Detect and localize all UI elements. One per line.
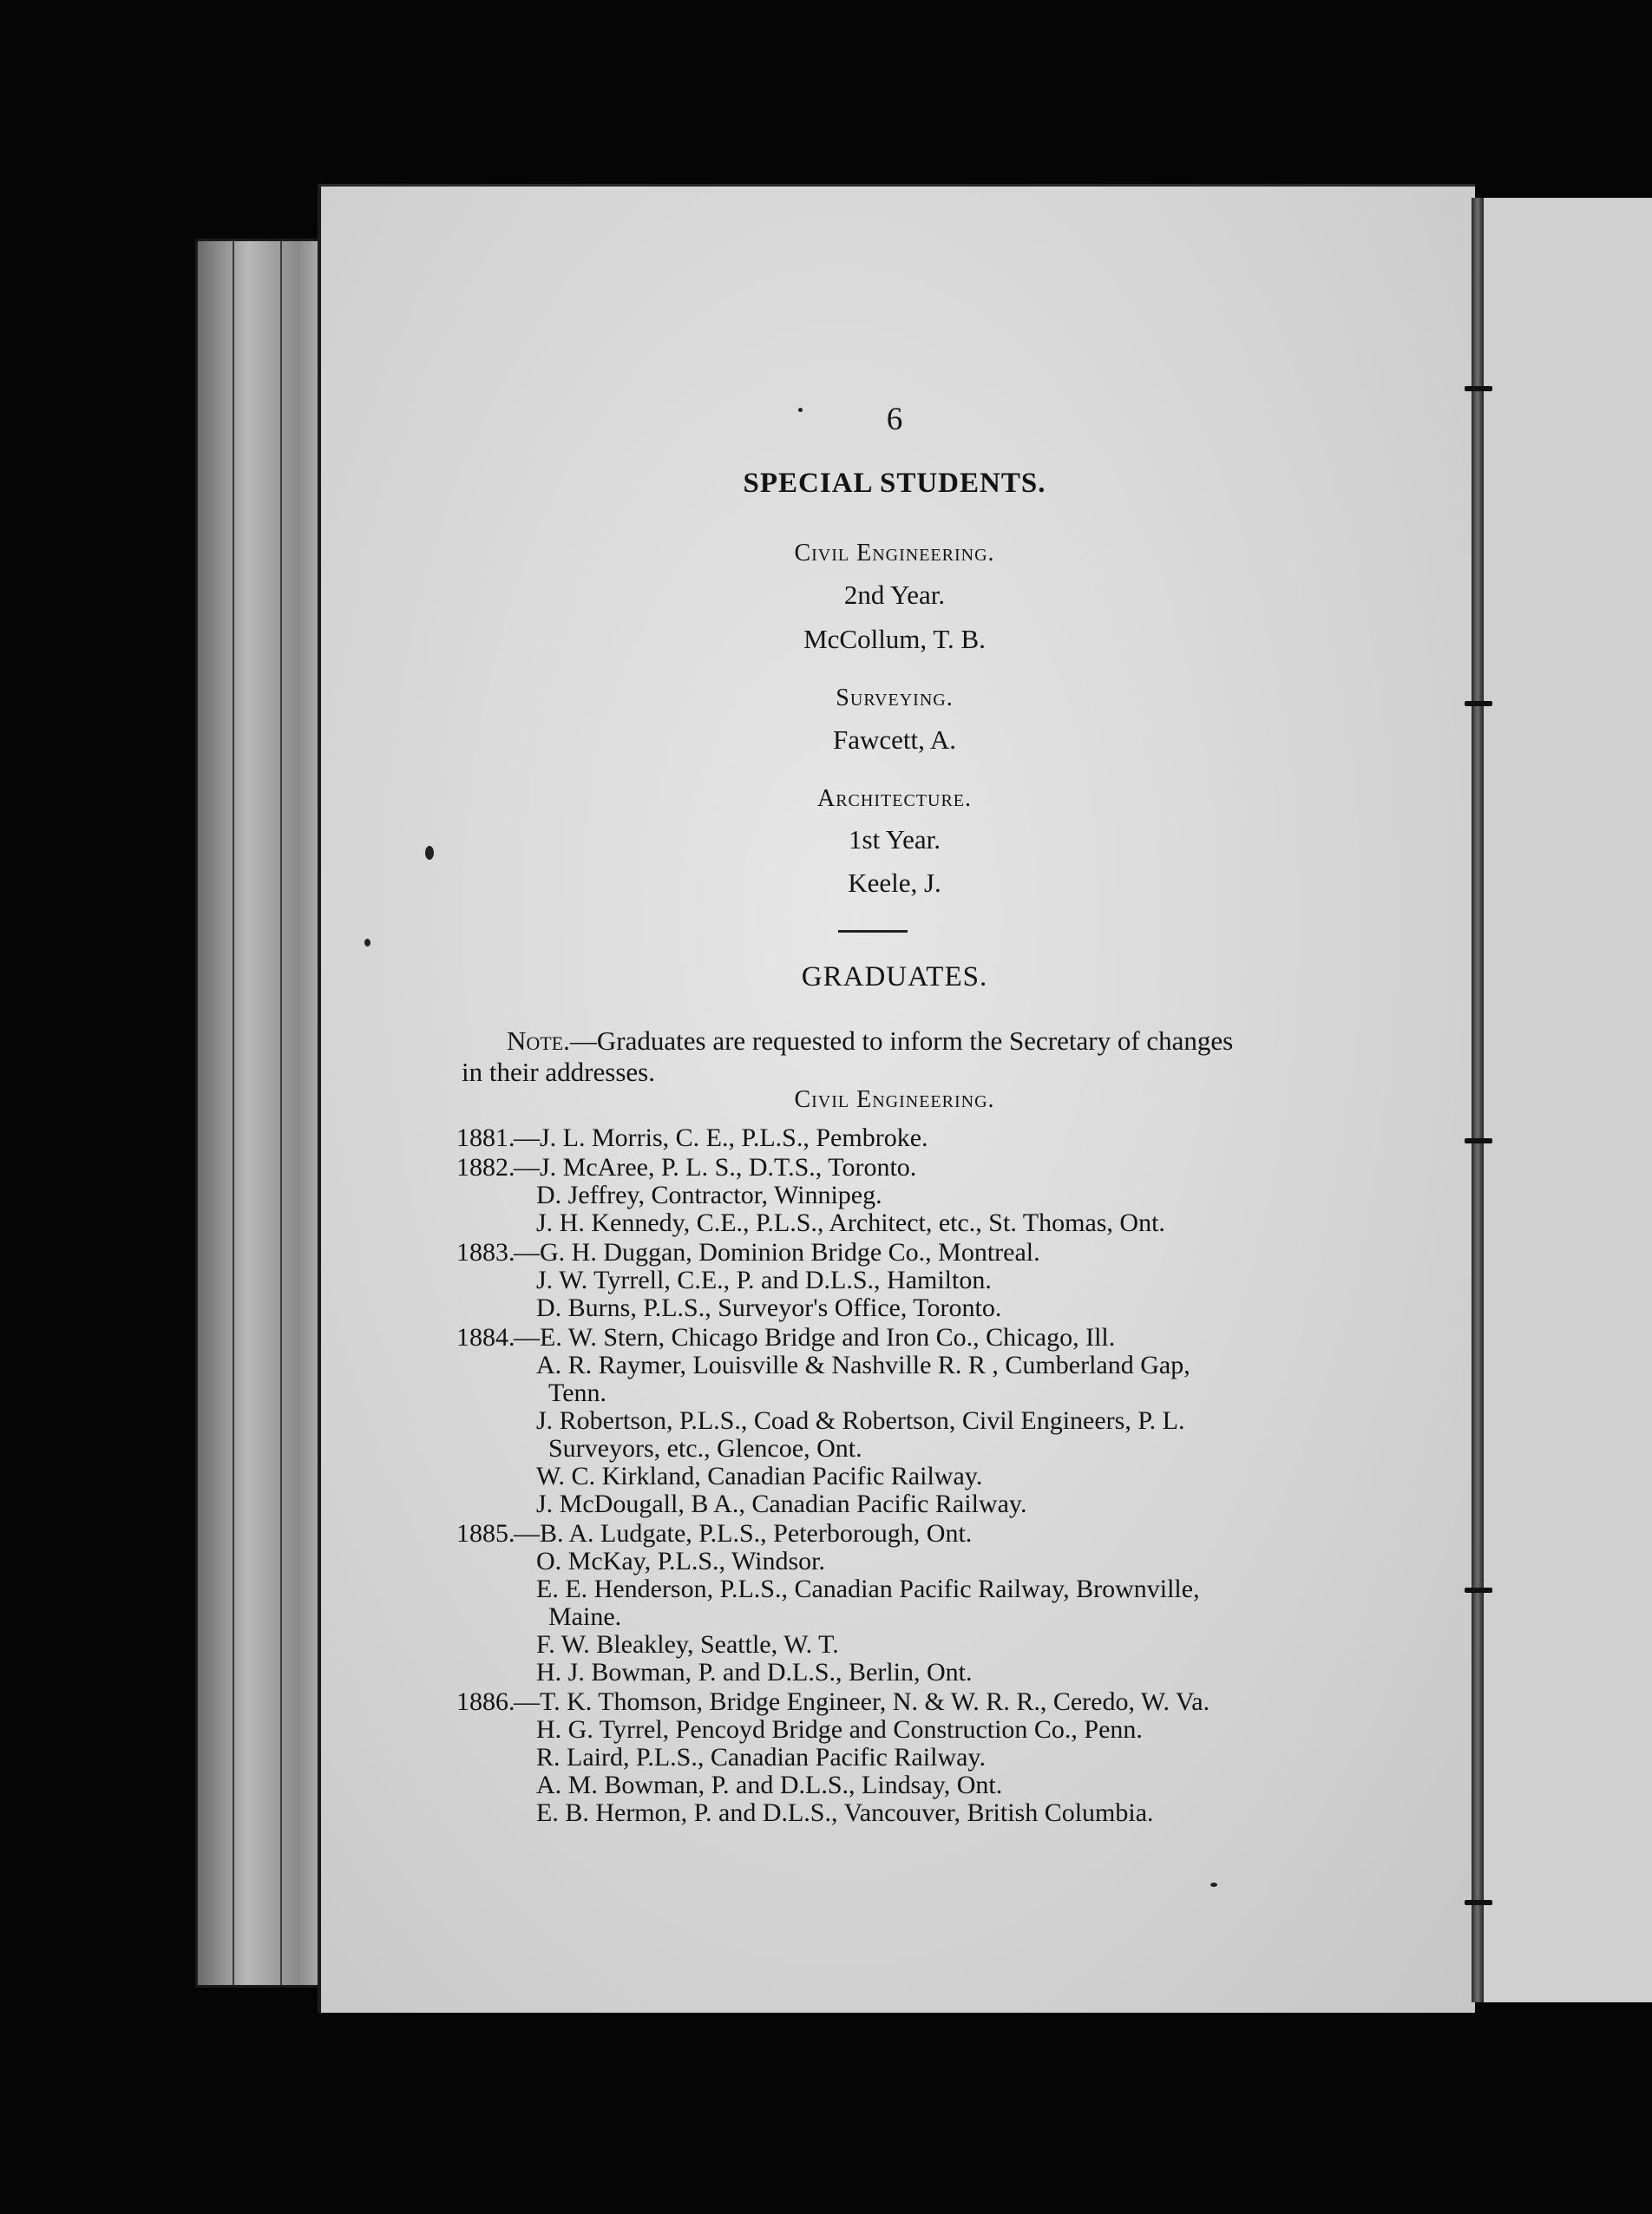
graduate-name: G. H. Duggan, Dominion Bridge Co., Montreal. — [540, 1238, 1040, 1267]
graduate-name: T. K. Thomson, Bridge Engineer, N. & W. R. R., Ceredo, W. Va. — [540, 1687, 1210, 1716]
graduation-year: 1884. — [456, 1323, 515, 1352]
graduate-name: J. W. Tyrrell, C.E., P. and D.L.S., Hamilton. — [536, 1266, 992, 1294]
graduate-entry-line — [456, 1407, 1324, 1435]
graduate-name: W. C. Kirkland, Canadian Pacific Railway. — [536, 1462, 983, 1490]
graduate-name: J. McAree, P. L. S., D.T.S., Toronto. — [540, 1153, 917, 1182]
year-dash: — — [514, 1153, 540, 1182]
binding-stitch — [1465, 386, 1492, 391]
student-name: Fawcett, A. — [832, 724, 957, 755]
binding-stitch — [1465, 1138, 1492, 1143]
graduate-name: J. L. Morris, C. E., P.L.S., Pembroke. — [540, 1123, 928, 1152]
ink-speck — [364, 939, 370, 947]
graduate-name: J. McDougall, B A., Canadian Pacific Railway. — [536, 1490, 1027, 1518]
section-divider — [838, 930, 908, 933]
graduation-year: 1881. — [456, 1123, 515, 1152]
graduate-name: O. McKay, P.L.S., Windsor. — [536, 1547, 825, 1575]
graduate-entry-line — [456, 1520, 1324, 1548]
student-name: McCollum, T. B. — [803, 624, 986, 654]
graduation-year: 1882. — [456, 1153, 515, 1182]
graduate-entry-line — [456, 1716, 1324, 1744]
graduate-entry-line — [456, 1324, 1324, 1352]
graduate-name: H. G. Tyrrel, Pencoyd Bridge and Construction Co., Penn. — [536, 1715, 1143, 1744]
graduate-entry-line — [456, 1631, 1324, 1659]
graduate-year-group — [456, 1239, 1324, 1322]
graduate-name: H. J. Bowman, P. and D.L.S., Berlin, Ont. — [536, 1658, 973, 1687]
binding-stitch — [1465, 1588, 1492, 1593]
graduate-name: E. W. Stern, Chicago Bridge and Iron Co., Chicago, Ill. — [540, 1323, 1116, 1352]
note-label: Note. — [507, 1025, 570, 1056]
section-subtitle-year: 2nd Year. — [843, 580, 946, 610]
year-dash: — — [514, 1323, 540, 1352]
page-number: 6 — [886, 402, 903, 437]
graduate-year-group — [456, 1154, 1324, 1237]
section-title-surveying: Surveying. — [836, 685, 954, 711]
graduate-year-group — [456, 1324, 1324, 1518]
graduate-name: F. W. Bleakley, Seattle, W. T. — [536, 1630, 839, 1659]
graduate-year-group — [456, 1124, 1324, 1152]
graduate-name: D. Burns, P.L.S., Surveyor's Office, Toronto. — [536, 1294, 1002, 1322]
section-title-civil-engineering: Civil Engineering. — [794, 540, 995, 567]
graduate-entry-line — [456, 1239, 1324, 1267]
graduate-name: A. M. Bowman, P. and D.L.S., Lindsay, Ont. — [536, 1771, 1003, 1799]
graduate-entry-line — [456, 1209, 1324, 1237]
graduate-entry-line — [456, 1124, 1324, 1152]
graduate-entry-line — [456, 1603, 1324, 1631]
graduate-entry-line — [456, 1379, 1324, 1407]
graduate-name: A. R. Raymer, Louisville & Nashville R. R , Cumberland Gap, — [536, 1351, 1190, 1379]
graduate-name: D. Jeffrey, Contractor, Winnipeg. — [536, 1181, 882, 1209]
graduate-year-group — [456, 1520, 1324, 1687]
graduate-name: E. B. Hermon, P. and D.L.S., Vancouver, British Columbia. — [536, 1798, 1154, 1827]
graduate-entry-line — [456, 1490, 1324, 1518]
year-dash: — — [514, 1238, 540, 1267]
book-gutter — [1472, 198, 1484, 2002]
graduate-entry-line — [456, 1744, 1324, 1772]
graduate-entry-line — [456, 1352, 1324, 1379]
note-text: —Graduates are requested to inform the Secretary of changes in their addresses. — [462, 1025, 1234, 1087]
year-dash: — — [514, 1123, 540, 1152]
graduate-entry-line — [456, 1659, 1324, 1687]
student-name: Keele, J. — [848, 868, 941, 898]
graduate-entry-continuation: Maine. — [548, 1602, 622, 1631]
binding-stitch — [1465, 1900, 1492, 1905]
graduate-entry-line — [456, 1772, 1324, 1799]
page-edge-line — [233, 241, 234, 1985]
section-subtitle-year: 1st Year. — [849, 824, 941, 855]
year-dash: — — [514, 1687, 540, 1716]
graduate-entry-line — [456, 1267, 1324, 1294]
section-title-architecture: Architecture. — [817, 785, 972, 812]
graduate-name: R. Laird, P.L.S., Canadian Pacific Railway. — [536, 1743, 986, 1772]
graduates-heading: GRADUATES. — [801, 961, 988, 992]
graduate-name: B. A. Ludgate, P.L.S., Peterborough, Ont. — [540, 1519, 973, 1548]
graduation-year: 1883. — [456, 1238, 515, 1267]
graduate-entry-line — [456, 1435, 1324, 1463]
graduates-note — [416, 1025, 1241, 1088]
graduate-name: J. Robertson, P.L.S., Coad & Robertson, Civil Engineers, P. L. — [536, 1406, 1185, 1435]
ink-speck — [1210, 1883, 1217, 1887]
graduate-entry-line — [456, 1182, 1324, 1209]
graduate-entry-line — [456, 1154, 1324, 1182]
graduates-section-title: Civil Engineering. — [794, 1086, 995, 1113]
graduation-year: 1885. — [456, 1519, 515, 1548]
special-students-heading: SPECIAL STUDENTS. — [743, 468, 1046, 499]
graduate-entry-line — [456, 1463, 1324, 1490]
year-dash: — — [514, 1519, 540, 1548]
graduate-entry-continuation: Tenn. — [548, 1379, 607, 1407]
graduate-name: J. H. Kennedy, C.E., P.L.S., Architect, etc., St. Thomas, Ont. — [536, 1209, 1165, 1237]
graduate-entry-line — [456, 1575, 1324, 1603]
graduate-entry-line — [456, 1688, 1324, 1716]
graduates-list — [456, 1124, 1324, 1829]
graduate-entry-continuation: Surveyors, etc., Glencoe, Ont. — [548, 1434, 862, 1463]
facing-page — [1484, 198, 1652, 2002]
graduation-year: 1886. — [456, 1687, 515, 1716]
graduate-year-group — [456, 1688, 1324, 1827]
graduate-entry-line — [456, 1294, 1324, 1322]
page-edge-line — [280, 241, 282, 1985]
graduate-entry-line — [456, 1799, 1324, 1827]
graduate-entry-line — [456, 1548, 1324, 1575]
graduate-name: E. E. Henderson, P.L.S., Canadian Pacific Railway, Brownville, — [536, 1575, 1200, 1603]
